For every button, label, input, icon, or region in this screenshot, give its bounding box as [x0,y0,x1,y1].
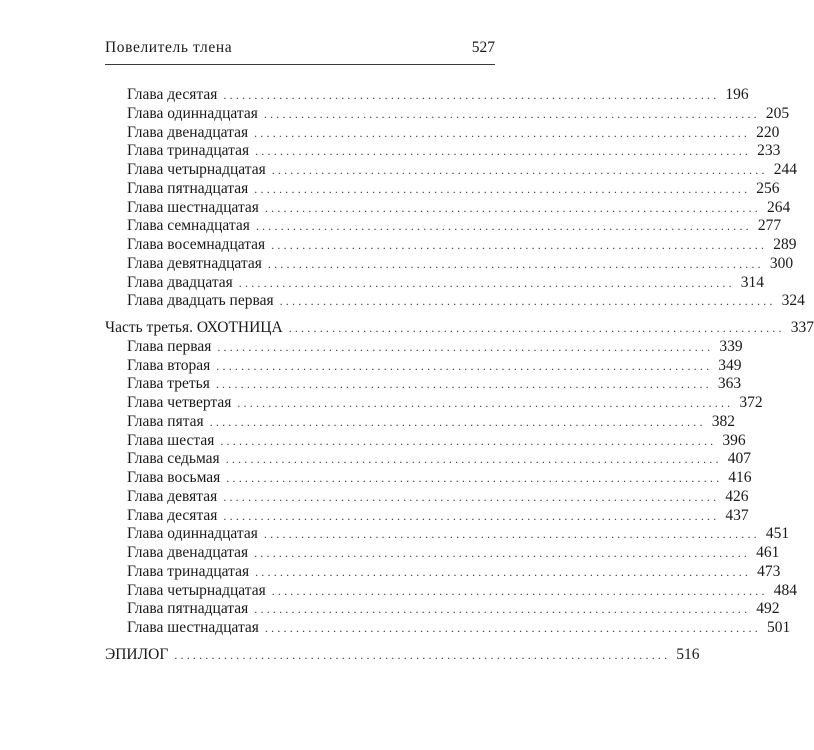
toc-entry-page: 324 [781,292,805,310]
dot-leader: ................................................................................ [254,602,751,617]
dot-leader: ................................................................................ [223,489,720,504]
dot-leader: ................................................................................ [279,294,776,309]
toc-entry-title: Часть третья. ОХОТНИЦА [105,319,283,336]
toc-chapter-entry [127,618,791,637]
toc-entry-page: 300 [769,254,794,272]
dot-leader: ................................................................................ [255,564,752,579]
toc-entry-title: Глава пятнадцатая [127,179,249,197]
toc-entry-title: Глава пятнадцатая [127,600,249,618]
toc-entry-page: 396 [722,431,746,449]
header-rule [105,64,495,65]
dot-leader: ................................................................................ [254,125,751,140]
toc-entry-title: Глава шестнадцатая [127,198,259,216]
dot-leader: ................................................................................ [255,144,752,159]
toc-chapter-entry [127,123,780,142]
dot-leader: ................................................................................ [225,452,722,467]
dot-leader: ................................................................................ [255,219,752,234]
toc-entry-page: 492 [756,600,780,618]
toc-entry-page: 277 [757,217,782,235]
toc-entry-title: Глава четырнадцатая [127,581,266,599]
toc-entry-title: Глава восемнадцатая [127,236,266,253]
toc-chapter-entry [127,337,743,356]
dot-leader: ................................................................................ [238,275,735,290]
toc-chapter-entry [127,198,791,217]
toc-entry-title: Глава тринадцатая [127,142,250,160]
toc-chapter-entry [127,562,781,581]
toc-entry-title: Глава четырнадцатая [127,161,266,178]
dot-leader: ................................................................................ [263,527,760,542]
toc-chapter-entry [127,235,797,254]
toc-entry-title: Глава восьмая [127,469,221,486]
dot-leader: ................................................................................ [264,200,761,215]
toc-entry-title: Глава десятая [127,86,218,103]
toc-entry-page: 516 [676,645,700,663]
toc-chapter-entry [127,599,780,618]
dot-leader: ................................................................................ [223,88,720,102]
toc-entry-page: 196 [725,86,749,103]
toc-chapter-entry [127,160,797,179]
toc-entry-title: Глава вторая [127,356,211,374]
toc-entry-page: 244 [773,161,797,178]
toc-entry-title: Глава двенадцатая [127,123,249,141]
dot-leader: ................................................................................ [216,358,713,373]
dot-leader: ................................................................................ [267,256,764,271]
dot-leader: ................................................................................ [209,414,706,429]
toc-entry-page: 416 [728,469,752,486]
dot-leader: ................................................................................ [271,163,768,177]
toc-entry-page: 382 [711,412,735,430]
dot-leader: ................................................................................ [271,583,768,598]
toc-entry-page: 461 [756,544,780,561]
toc-entry-title: Глава третья [127,375,210,393]
toc-entry-page: 349 [718,356,742,374]
toc-entry-title: Глава двадцатая [127,273,233,291]
toc-chapter-entry [127,524,790,543]
toc-chapter-entry [127,506,749,525]
toc-chapter-entry [127,468,752,487]
toc-entry-page: 233 [757,142,781,160]
toc-entry-page: 339 [719,337,743,355]
toc-chapter-entry [127,291,805,310]
dot-leader: ................................................................................ [271,238,768,252]
dot-leader: ................................................................................ [254,546,751,560]
toc-entry-title: Глава первая [127,337,212,355]
toc-chapter-entry [127,393,763,412]
dot-leader: ................................................................................ [215,377,712,392]
dot-leader: ................................................................................ [237,396,734,410]
dot-leader: ................................................................................ [174,647,671,662]
toc-chapter-entry [127,431,746,450]
toc-entry-title: Глава четвертая [127,394,232,411]
toc-chapter-entry [127,543,780,562]
toc-entry-title: Глава пятая [127,412,204,430]
toc-section-entry [105,318,814,337]
toc-entry-page: 363 [717,375,742,393]
toc-entry-page: 314 [740,273,765,291]
toc-entry-page: 220 [756,123,780,141]
toc-entry-page: 256 [756,179,780,197]
dot-leader: ................................................................................ [263,106,760,121]
dot-leader: ................................................................................ [264,621,761,635]
toc-chapter-entry [127,254,794,273]
toc-entry-page: 289 [773,236,797,253]
toc-entry-page: 372 [739,394,763,411]
dot-leader: ................................................................................ [226,471,723,485]
toc-chapter-entry [127,141,781,160]
toc-entry-title: Глава семнадцатая [127,217,250,235]
toc-entry-page: 484 [773,581,797,599]
toc-chapter-entry [127,273,765,292]
toc-entry-title: Глава двенадцатая [127,544,249,561]
toc-entry-title: Глава седьмая [127,450,220,468]
toc-entry-page: 426 [725,487,749,505]
toc-entry-title: Глава девятнадцатая [127,254,262,272]
toc-entry-page: 337 [790,319,814,336]
toc-entry-title: Глава шестая [127,431,215,449]
toc-entry-title: Глава тринадцатая [127,562,250,580]
toc-entry-page: 437 [725,506,749,524]
dot-leader: ................................................................................ [288,321,785,335]
toc-entry-page: 473 [757,562,781,580]
toc-entry-title: ЭПИЛОГ [105,645,169,663]
toc-entry-title: Глава девятая [127,487,218,505]
toc-chapter-entry [127,374,742,393]
toc-entry-title: Глава одиннадцатая [127,525,258,543]
toc-chapter-entry [127,179,780,198]
running-title: Повелитель тлена [105,39,233,56]
toc-chapter-entry [127,487,749,506]
toc-entry-page: 501 [766,619,791,636]
dot-leader: ................................................................................ [223,508,720,523]
toc-chapter-entry [127,104,790,123]
toc-chapter-entry [127,581,797,600]
toc-chapter-entry [127,412,735,431]
toc-entry-page: 205 [765,104,790,122]
toc-entry-page: 407 [727,450,751,468]
toc-entry-title: Глава одиннадцатая [127,104,258,122]
toc-entry-page: 264 [766,198,791,216]
toc-entry-page: 451 [765,525,790,543]
dot-leader: ................................................................................ [254,181,751,196]
running-header [105,39,495,61]
page-number: 527 [471,39,495,56]
toc-entry-title: Глава десятая [127,506,218,524]
toc-chapter-entry [127,85,749,104]
dot-leader: ................................................................................ [217,339,714,354]
toc-chapter-entry [127,449,751,468]
toc-chapter-entry [127,356,742,375]
dot-leader: ................................................................................ [220,433,717,448]
toc-entry-title: Глава шестнадцатая [127,619,259,636]
toc-section-entry [105,645,700,664]
toc-entry-title: Глава двадцать первая [127,292,274,310]
toc-chapter-entry [127,216,782,235]
